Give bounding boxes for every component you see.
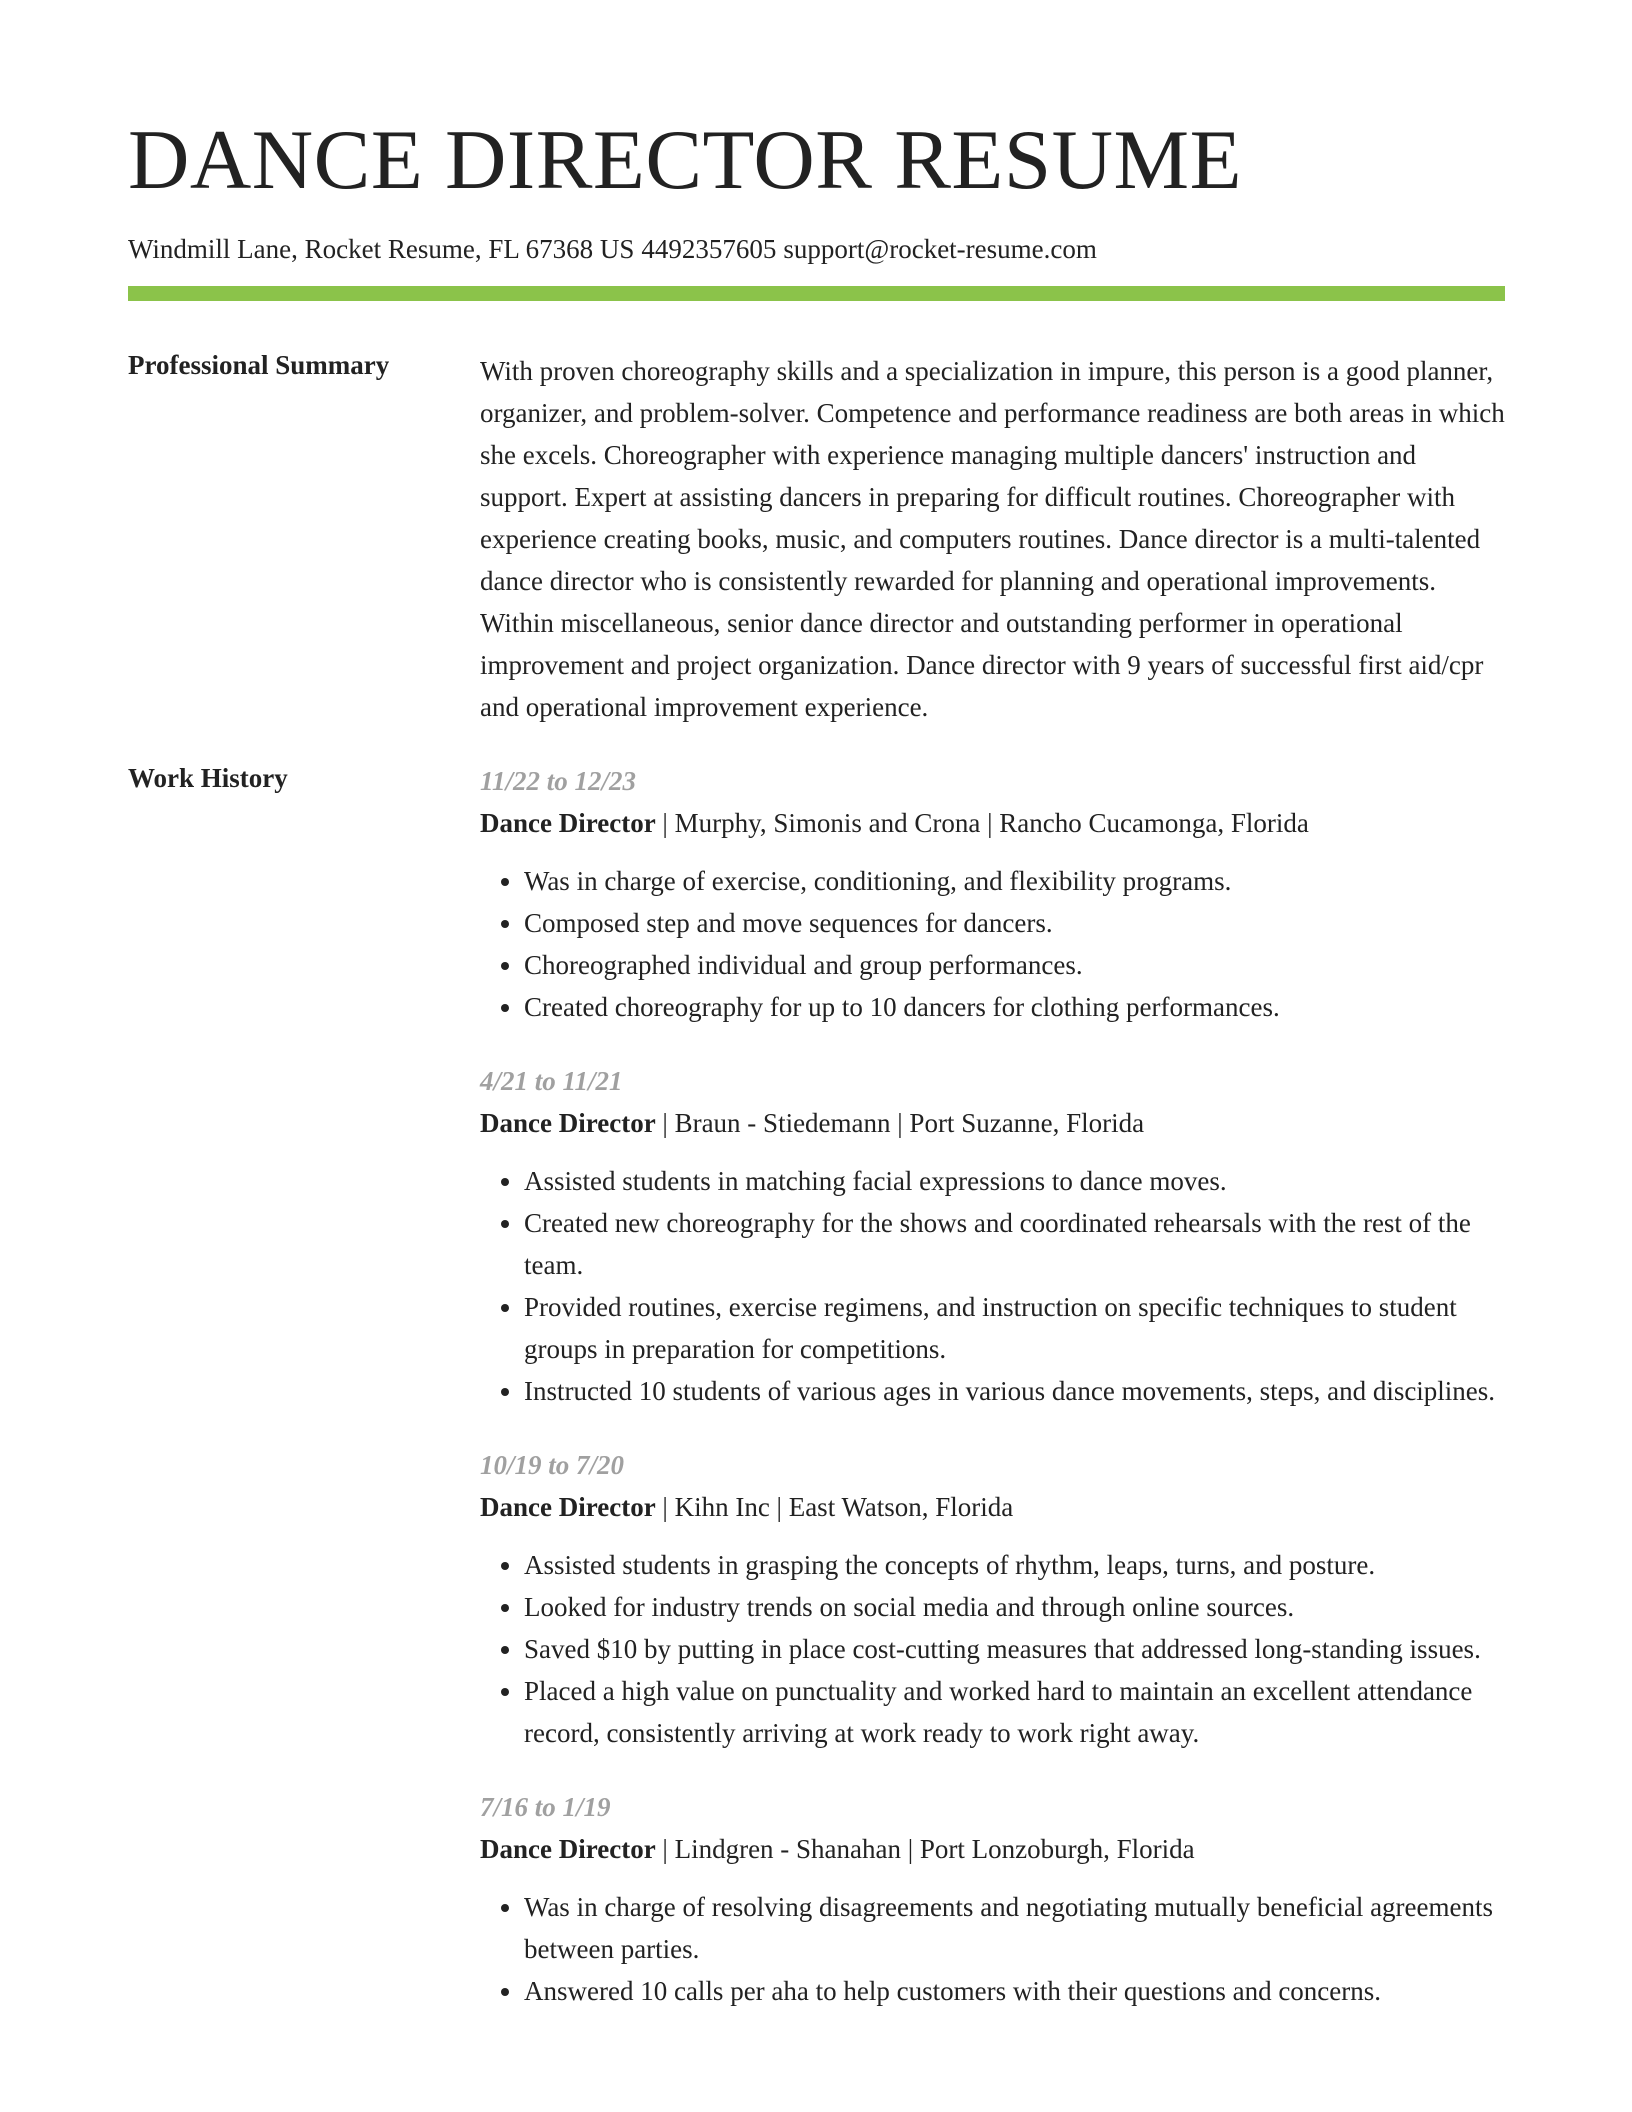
job-entry xyxy=(480,760,1505,1028)
summary-section xyxy=(480,350,1505,728)
job-dates: 4/21 to 11/21 xyxy=(480,1066,623,1096)
job-bullets xyxy=(480,1160,1505,1412)
job-bullet: • Was in charge of exercise, conditioning, and flexibility programs. xyxy=(524,860,1505,902)
job-bullet: • Assisted students in matching facial expressions to dance moves. xyxy=(524,1160,1505,1202)
contact-address: Windmill Lane, Rocket Resume, FL 67368 US xyxy=(128,234,635,264)
job-bullet: • Provided routines, exercise regimens, and instruction on specific techniques to student groups in preparation for competitions. xyxy=(524,1286,1505,1370)
job-employer-location: | Murphy, Simonis and Crona | Rancho Cucamonga, Florida xyxy=(655,808,1309,838)
job-dates: 7/16 to 1/19 xyxy=(480,1792,611,1822)
job-title: Dance Director xyxy=(480,1108,656,1138)
job-bullet: • Created choreography for up to 10 dancers for clothing performances. xyxy=(524,986,1505,1028)
job-role-line xyxy=(480,1828,1505,1870)
job-bullet: • Placed a high value on punctuality and worked hard to maintain an excellent attendance record, consistently arriving at work ready to work right away. xyxy=(524,1670,1505,1754)
job-bullet: • Was in charge of resolving disagreements and negotiating mutually beneficial agreements between parties. xyxy=(524,1886,1505,1970)
job-bullet: • Saved $10 by putting in place cost-cutting measures that addressed long-standing issues. xyxy=(524,1628,1505,1670)
job-bullet: • Created new choreography for the shows and coordinated rehearsals with the rest of the team. xyxy=(524,1202,1505,1286)
job-bullet: • Choreographed individual and group performances. xyxy=(524,944,1505,986)
job-bullet: • Answered 10 calls per aha to help customers with their questions and concerns. xyxy=(524,1970,1505,2012)
job-employer-location: | Lindgren - Shanahan | Port Lonzoburgh, Florida xyxy=(655,1834,1195,1864)
summary-text: With proven choreography skills and a specialization in impure, this person is a good planner, organizer, and problem-solver. Competence and performance readiness are both areas in which she excels. Choreographer with experience managing multiple dancers' instruction and support. Expert at assisting dancers in preparing for difficult routines. Choreographer with experience creating books, music, and computers routines. Dance director is a multi-talented dance director who is consistently rewarded for planning and operational improvements. Within miscellaneous, senior dance director and outstanding performer in operational improvement and project organization. Dance director with 9 years of successful first aid/cpr and operational improvement experience. xyxy=(480,356,1505,722)
job-dates: 10/19 to 7/20 xyxy=(480,1450,625,1480)
page-title: DANCE DIRECTOR RESUME xyxy=(128,113,1243,207)
job-role-line xyxy=(480,1102,1505,1144)
job-entry xyxy=(480,1060,1505,1412)
accent-divider xyxy=(128,286,1505,301)
work-history-heading: Work History xyxy=(128,763,288,793)
job-dates: 11/22 to 12/23 xyxy=(480,766,637,796)
summary-heading: Professional Summary xyxy=(128,350,390,380)
job-bullet: • Looked for industry trends on social media and through online sources. xyxy=(524,1586,1505,1628)
job-bullet: • Composed step and move sequences for dancers. xyxy=(524,902,1505,944)
job-role-line xyxy=(480,802,1505,844)
job-bullets xyxy=(480,1886,1505,2012)
contact-email: support@rocket-resume.com xyxy=(783,234,1097,264)
job-bullets xyxy=(480,860,1505,1028)
contact-phone: 4492357605 xyxy=(641,234,777,264)
job-employer-location: | Kihn Inc | East Watson, Florida xyxy=(655,1492,1014,1522)
job-title: Dance Director xyxy=(480,1492,656,1522)
job-role-line xyxy=(480,1486,1505,1528)
work-history-section xyxy=(480,760,1505,2044)
job-title: Dance Director xyxy=(480,1834,656,1864)
job-employer-location: | Braun - Stiedemann | Port Suzanne, Florida xyxy=(655,1108,1145,1138)
job-bullets xyxy=(480,1544,1505,1754)
job-title: Dance Director xyxy=(480,808,656,838)
job-entry xyxy=(480,1786,1505,2012)
job-bullet: • Assisted students in grasping the concepts of rhythm, leaps, turns, and posture. xyxy=(524,1544,1505,1586)
contact-line xyxy=(128,232,1097,266)
job-bullet: • Instructed 10 students of various ages in various dance movements, steps, and disciplines. xyxy=(524,1370,1505,1412)
job-entry xyxy=(480,1444,1505,1754)
